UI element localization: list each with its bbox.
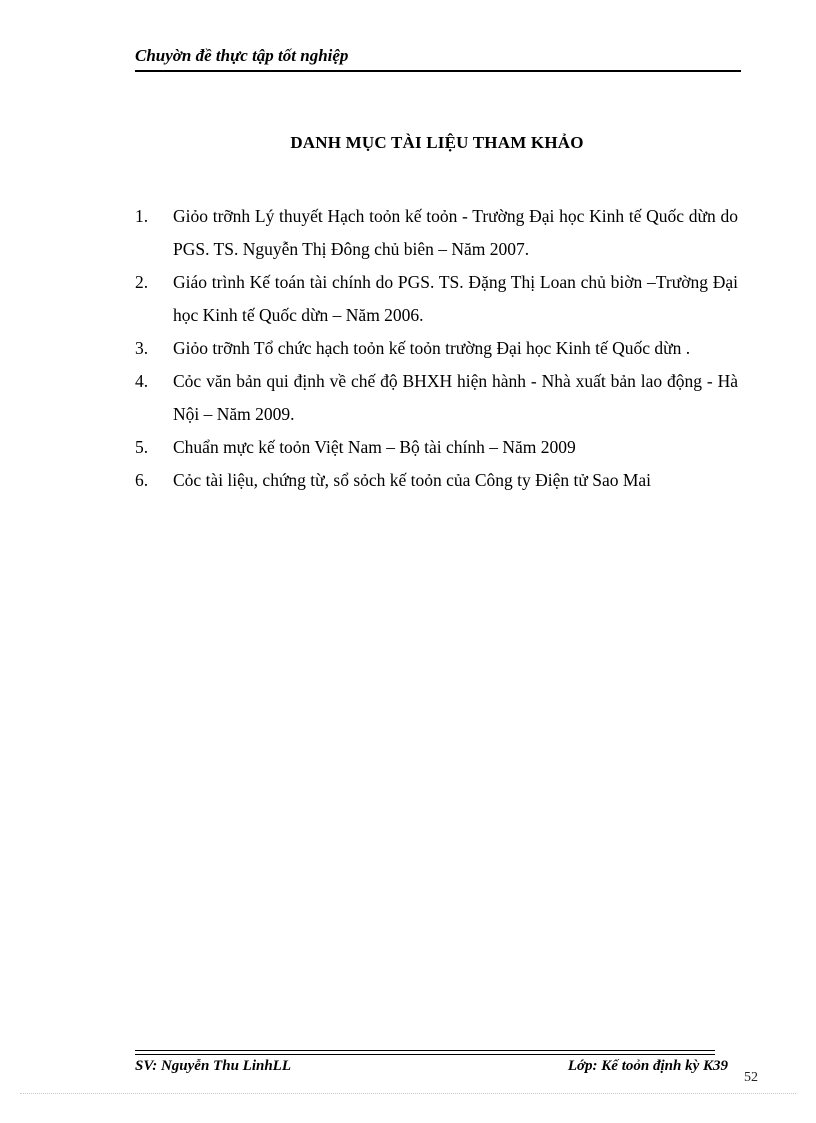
reference-item [135, 464, 738, 497]
reference-text: Giáo trình Kế toán tài chính do PGS. TS. Đặng Thị Loan chủ biờn –Trường Đại học Kinh tế Quốc dừn – Năm 2006. [173, 272, 738, 325]
reference-text: Giỏo trỡnh Tổ chức hạch toỏn kế toỏn trường Đại học Kinh tế Quốc dừn . [173, 338, 691, 358]
footer-rule-top [135, 1050, 715, 1051]
reference-number: 4. [135, 371, 149, 391]
reference-text: Cỏc văn bản qui định về chế độ BHXH hiện hành - Nhà xuất bản lao động - Hà Nội – Năm 2009. [173, 371, 738, 424]
reference-item [135, 332, 738, 365]
document-title: DANH MỤC TÀI LIỆU THAM KHẢO [290, 133, 584, 152]
header-title: Chuyờn đề thực tập tốt nghiệp [135, 46, 349, 65]
page-header [135, 46, 741, 66]
reference-text: Cỏc tài liệu, chứng từ, sổ sỏch kế toỏn của Công ty Điện tử Sao Mai [173, 470, 652, 490]
reference-text: Giỏo trỡnh Lý thuyết Hạch toỏn kế toỏn - Trường Đại học Kinh tế Quốc dừn do PGS. TS. Nguyễn Thị Đông chủ biên – Năm 2007. [173, 206, 738, 259]
reference-number: 1. [135, 206, 149, 226]
reference-number: 3. [135, 338, 149, 358]
reference-number: 2. [135, 272, 149, 292]
header-rule [135, 70, 741, 72]
reference-text: Chuẩn mực kế toỏn Việt Nam – Bộ tài chính – Năm 2009 [173, 437, 576, 457]
footer-student-name: SV: Nguyễn Thu LinhLL [135, 1058, 291, 1074]
footer-rule-bottom [135, 1054, 715, 1055]
reference-item [135, 200, 738, 266]
page-break-line [20, 1093, 796, 1094]
reference-item [135, 365, 738, 431]
reference-number: 5. [135, 437, 149, 457]
reference-list [135, 200, 738, 497]
reference-number: 6. [135, 470, 149, 490]
reference-item [135, 266, 738, 332]
reference-item [135, 431, 738, 464]
footer-class-name: Lớp: Kế toỏn định kỳ K39 [567, 1058, 728, 1074]
page-number: 52 [744, 1070, 758, 1085]
